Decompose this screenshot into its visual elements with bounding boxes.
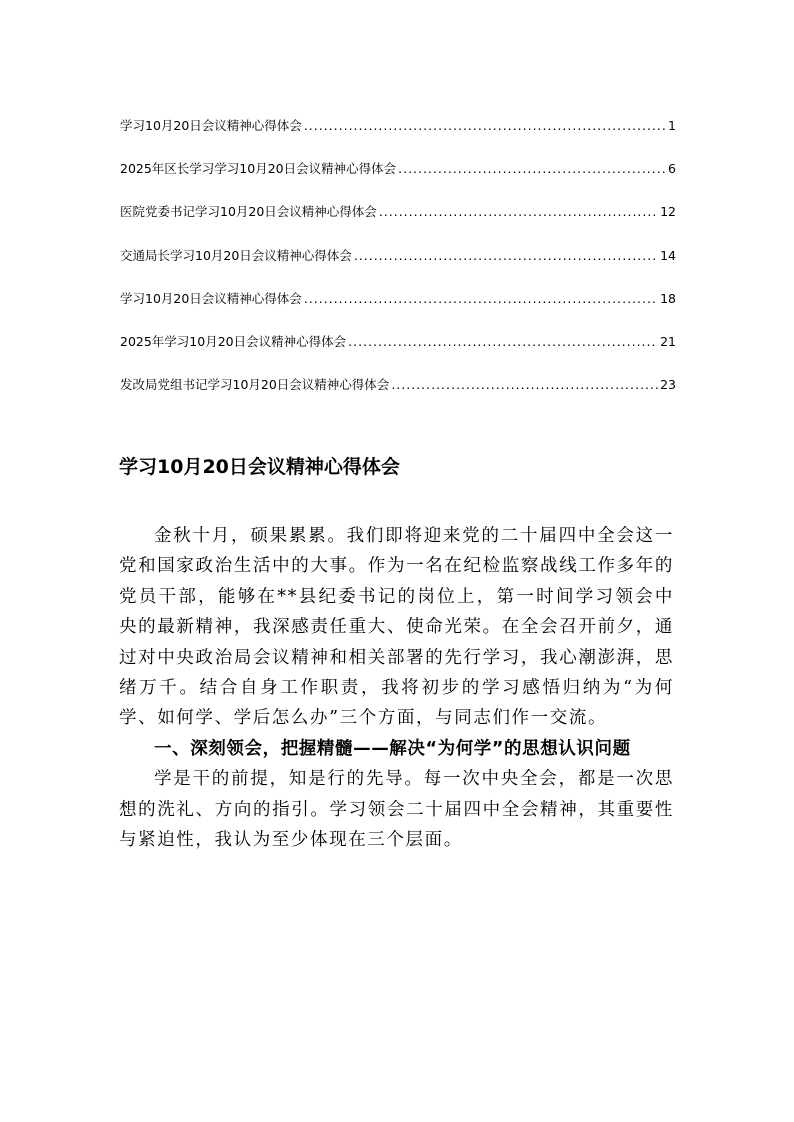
- toc-dot-leader: [391, 377, 658, 392]
- toc-entry[interactable]: [120, 159, 676, 180]
- toc-entry-title: 学习10月20日会议精神心得体会: [120, 290, 302, 306]
- article-body: [119, 521, 674, 855]
- toc-entry[interactable]: [120, 375, 676, 396]
- toc-dot-leader: [379, 204, 658, 219]
- table-of-contents: [120, 116, 676, 418]
- toc-dot-leader: [348, 334, 658, 349]
- toc-entry-title: 发改局党组书记学习10月20日会议精神心得体会: [120, 377, 390, 393]
- toc-entry-page: 23: [660, 377, 676, 393]
- toc-entry-page: 12: [660, 204, 676, 220]
- toc-entry-page: 18: [660, 290, 676, 306]
- toc-entry-title: 2025年学习10月20日会议精神心得体会: [120, 333, 347, 349]
- toc-entry-title: 学习10月20日会议精神心得体会: [120, 118, 302, 133]
- toc-dot-leader: [354, 248, 658, 263]
- section-heading: 一、深刻领会，把握精髓——解决“为何学”的思想认识问题: [154, 738, 631, 759]
- toc-entry-page: 6: [668, 161, 676, 177]
- toc-dot-leader: [304, 118, 666, 133]
- toc-entry-page: 21: [660, 333, 676, 349]
- toc-entry-page: 1: [668, 118, 676, 133]
- toc-entry[interactable]: [120, 332, 676, 353]
- toc-entry-page: 14: [660, 247, 676, 263]
- toc-entry-title: 医院党委书记学习10月20日会议精神心得体会: [120, 204, 377, 220]
- paragraph-section-1: 学是干的前提，知是行的先导。每一次中央全会，都是一次思想的洗礼、方向的指引。学习领会二十届四中全会精神，其重要性与紧迫性，我认为至少体现在三个层面。: [119, 769, 674, 851]
- paragraph-intro: 金秋十月，硕果累累。我们即将迎来党的二十届四中全会这一党和国家政治生活中的大事。作为一名在纪检监察战线工作多年的党员干部，能够在**县纪委书记的岗位上，第一时间学习领会中央的最新精神，我深感责任重大、使命光荣。在全会召开前夕，通过对中央政治局会议精神和相关部署的先行学习，我心潮澎湃，思绪万千。结合自身工作职责，我将初步的学习感悟归纳为“为何学、如何学、学后怎么办”三个方面，与同志们作一交流。: [119, 526, 674, 729]
- toc-dot-leader: [398, 161, 666, 176]
- toc-entry-title: 交通局长学习10月20日会议精神心得体会: [120, 247, 352, 263]
- article-title: 学习10月20日会议精神心得体会: [119, 456, 400, 478]
- toc-entry[interactable]: [120, 202, 676, 223]
- toc-entry-title: 2025年区长学习学习10月20日会议精神心得体会: [120, 161, 397, 177]
- toc-entry[interactable]: [120, 246, 676, 267]
- toc-entry[interactable]: [120, 116, 676, 137]
- toc-dot-leader: [304, 291, 658, 306]
- toc-entry[interactable]: [120, 289, 676, 310]
